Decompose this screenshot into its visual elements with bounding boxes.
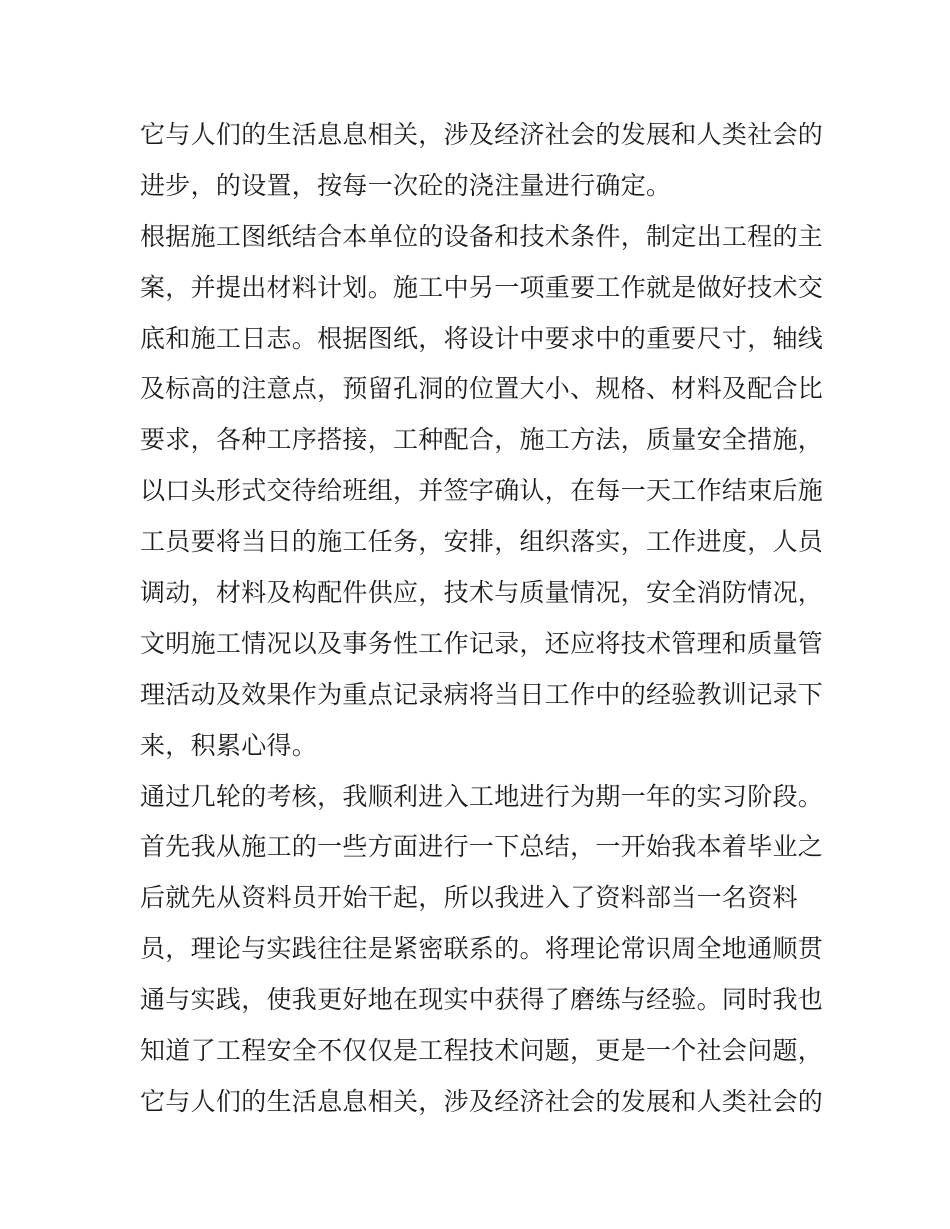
text-line: 进步，的设置，按每一次砼的浇注量进行确定。	[140, 170, 672, 200]
text-line: 案，并提出材料计划。施工中另一项重要工作就是做好技术交	[140, 272, 824, 302]
text-line: 通与实践，使我更好地在现实中获得了磨练与经验。同时我也	[140, 985, 824, 1015]
text-line: 根据施工图纸结合本单位的设备和技术条件，制定出工程的主	[140, 221, 824, 251]
text-line: 底和施工日志。根据图纸，将设计中要求中的重要尺寸，轴线	[140, 323, 824, 353]
text-line: 它与人们的生活息息相关，涉及经济社会的发展和人类社会的	[140, 120, 824, 149]
text-line: 要求，各种工序搭接，工种配合，施工方法，质量安全措施，	[140, 425, 824, 455]
text-line: 后就先从资料员开始干起，所以我进入了资料部当一名资料	[140, 883, 798, 913]
text-line: 它与人们的生活息息相关，涉及经济社会的发展和人类社会的	[140, 1086, 824, 1116]
body-text	[140, 110, 824, 1128]
text-line: 工员要将当日的施工任务，安排，组织落实，工作进度，人员	[140, 527, 824, 557]
text-line: 以口头形式交待给班组，并签字确认，在每一天工作结束后施	[140, 476, 824, 506]
text-line: 文明施工情况以及事务性工作记录，还应将技术管理和质量管	[140, 628, 824, 658]
text-line: 调动，材料及构配件供应，技术与质量情况，安全消防情况，	[140, 578, 824, 608]
text-line: 理活动及效果作为重点记录病将当日工作中的经验教训记录下	[140, 679, 824, 709]
text-line: 知道了工程安全不仅仅是工程技术问题，更是一个社会问题，	[140, 1036, 824, 1066]
text-line: 员，理论与实践往往是紧密联系的。将理论常识周全地通顺贯	[140, 934, 824, 964]
text-line: 及标高的注意点，预留孔洞的位置大小、规格、材料及配合比	[140, 374, 824, 404]
text-line: 通过几轮的考核，我顺利进入工地进行为期一年的实习阶段。	[140, 781, 824, 811]
text-line: 首先我从施工的一些方面进行一下总结，一开始我本着毕业之	[140, 832, 824, 862]
text-line: 来，积累心得。	[140, 730, 318, 760]
